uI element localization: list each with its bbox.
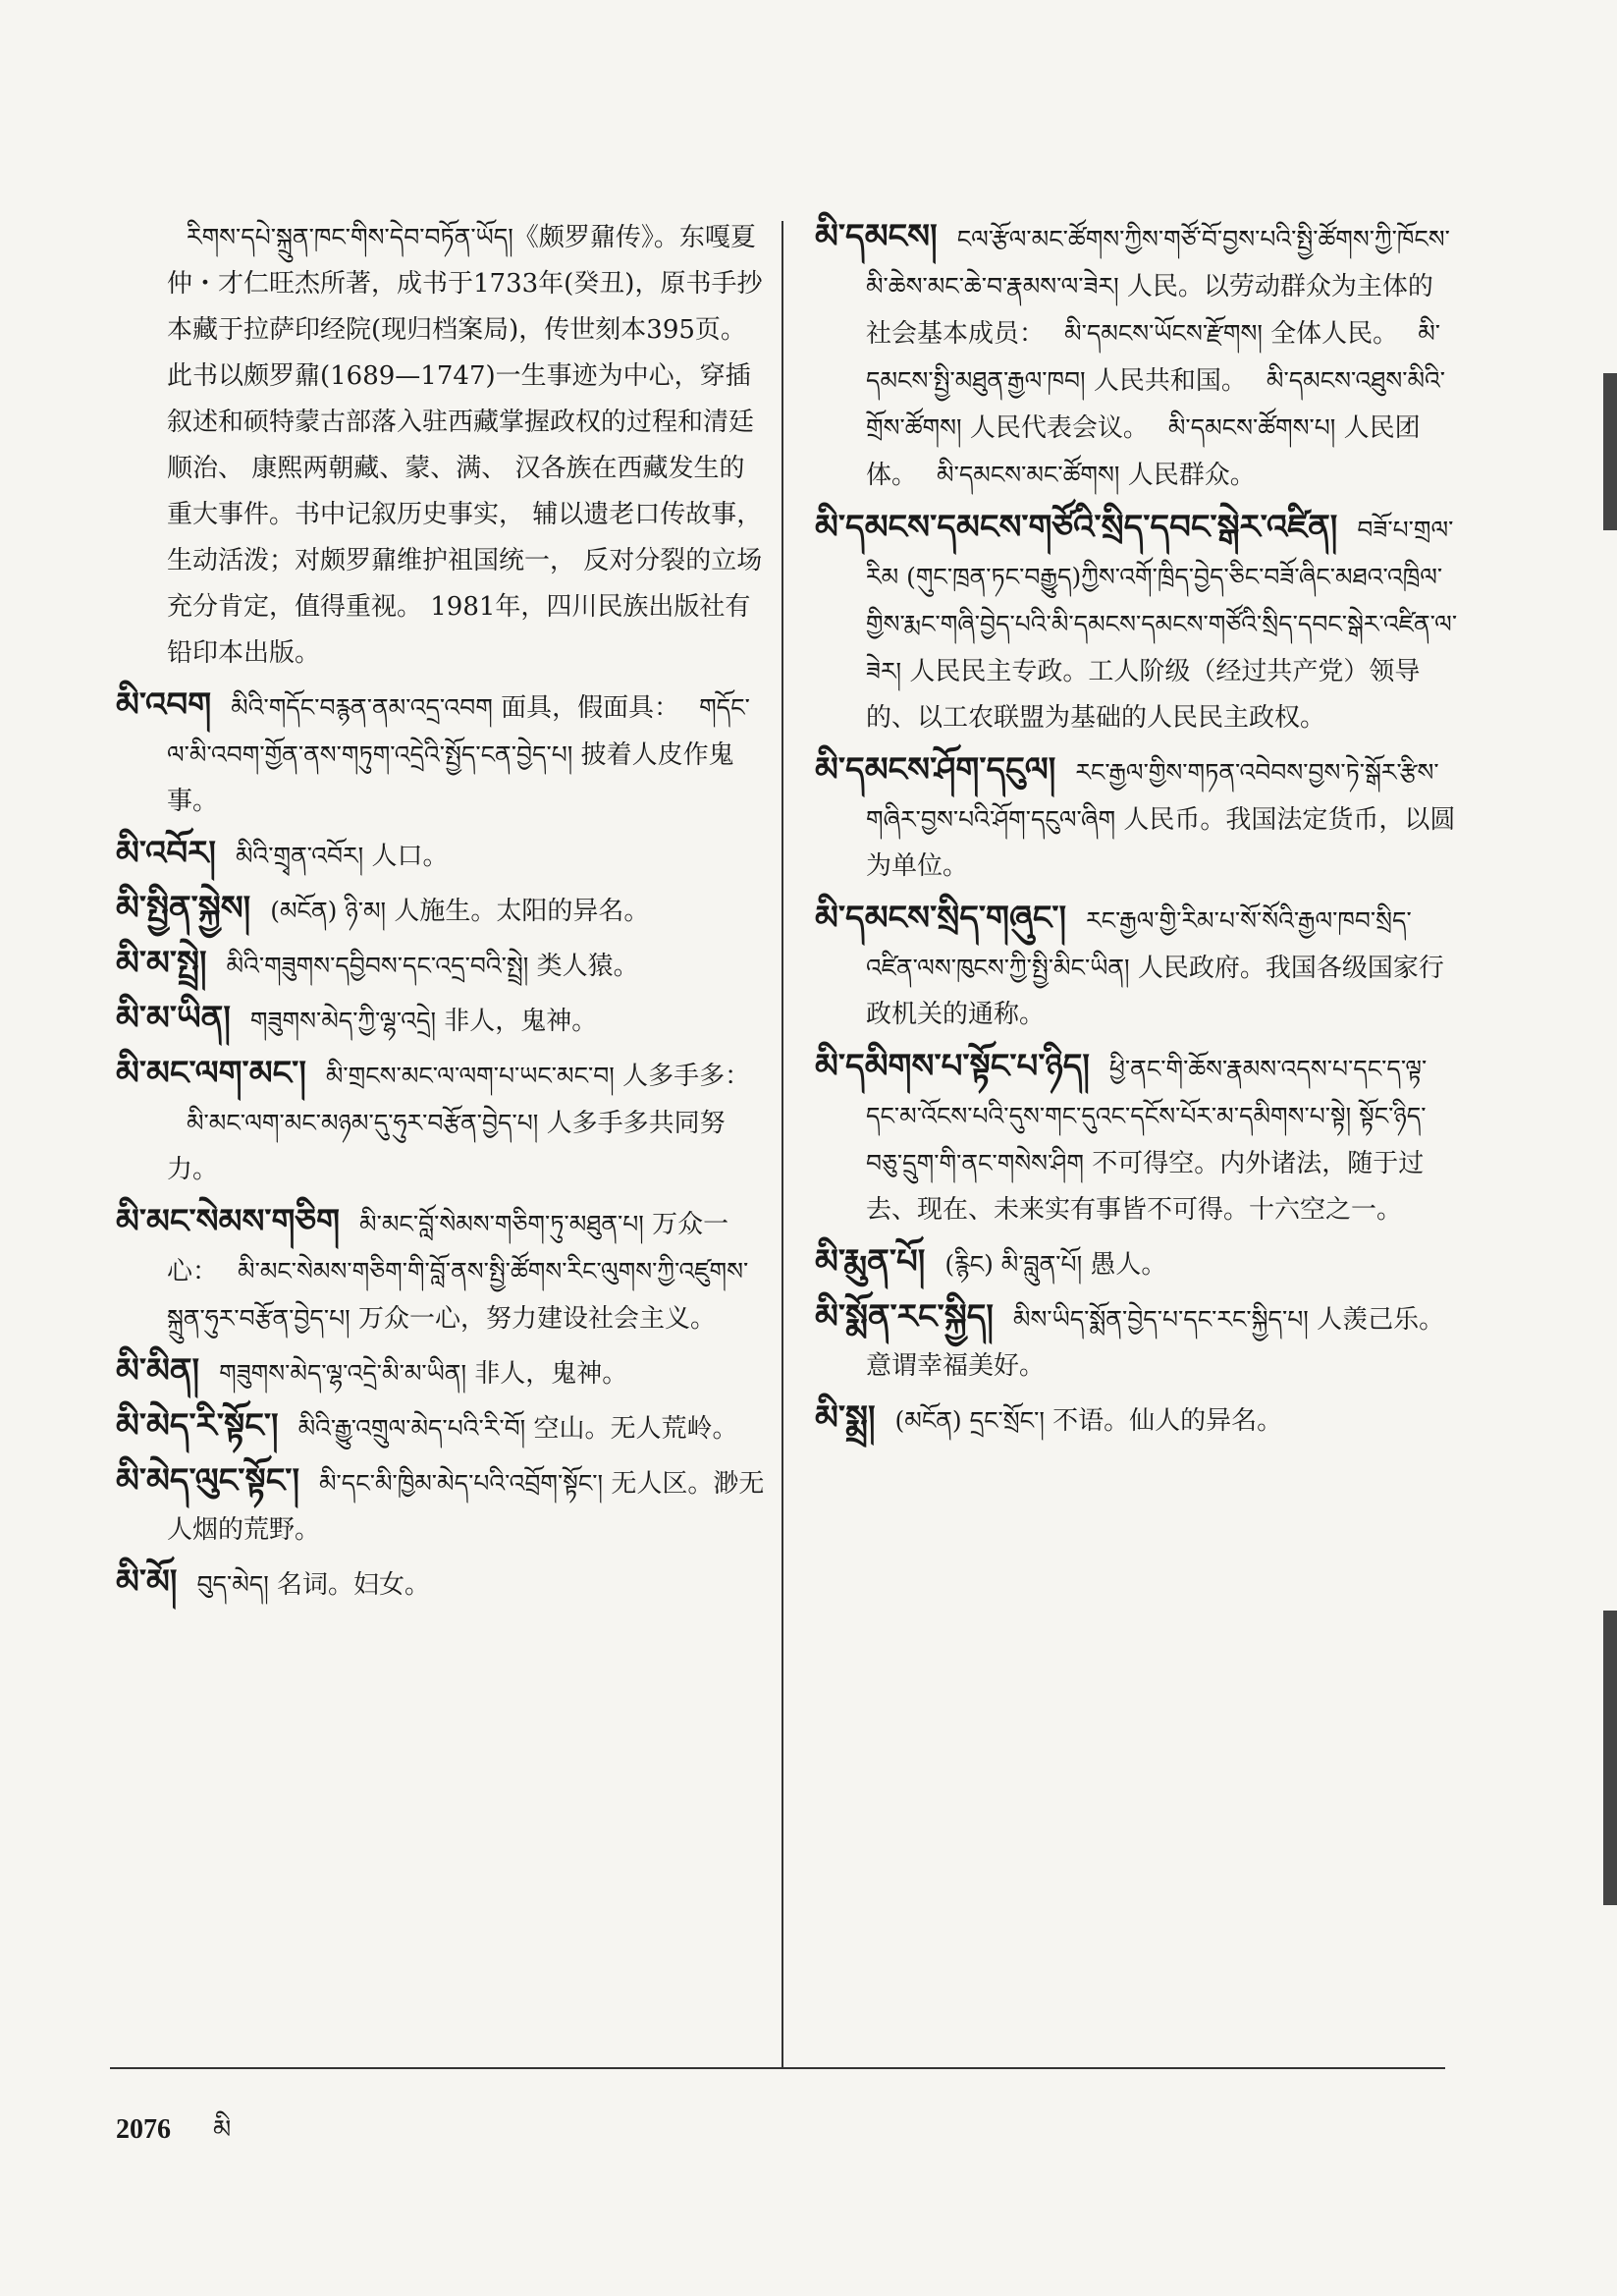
scan-edge-mark <box>1603 1611 1617 1905</box>
tibetan-example: མི་དམངས་ཡོངས་རྫོགས། <box>1064 319 1263 348</box>
column-divider <box>782 221 783 2067</box>
headword: མི་དམངས་དམངས་གཙོའི་སྲིད་དབང་སྒེར་འཛིན། <box>815 508 1338 547</box>
dictionary-entry <box>116 1458 769 1554</box>
tibetan-definition: མིའི་གྲྭན་འབོར། <box>235 842 364 870</box>
chinese-definition: 面具，假面具： <box>501 693 680 723</box>
dictionary-entry <box>116 831 769 880</box>
dictionary-entry <box>815 896 1458 1038</box>
headword: མི་མང་སེམས་གཅིག <box>116 1202 341 1241</box>
chinese-example: 人民团体。 <box>866 413 1421 490</box>
tibetan-definition: མིས་ཡིད་སྨོན་བྱེད་པ་དང་རང་སྐྱིད་པ། <box>1012 1305 1309 1334</box>
headword: མི་དམངས་ཤོག་དངུལ། <box>815 750 1056 790</box>
dictionary-entry <box>116 886 769 935</box>
dictionary-entry <box>116 683 769 825</box>
chinese-example: 全体人民。 <box>1270 319 1399 349</box>
chinese-definition: 人羡己乐。意谓幸福美好。 <box>866 1305 1445 1381</box>
chinese-definition: 无人区。渺无人烟的荒野。 <box>167 1469 765 1545</box>
dictionary-entry <box>116 1559 769 1609</box>
tibetan-definition: མིའི་གཟུགས་དབྱིབས་དང་འདྲ་བའི་སྤྲེ། <box>226 952 529 980</box>
tibetan-definition: (རྙིང) མི་བླུན་པོ། <box>944 1250 1083 1279</box>
tibetan-definition: མི་དང་མི་ཁྱིམ་མེད་པའི་འབྲོག་སྟོང་། <box>319 1469 604 1498</box>
tibetan-definition: (མངོན) ཉི་མ། <box>270 897 387 925</box>
entry-continuation <box>116 214 769 677</box>
dictionary-entry <box>116 1348 769 1397</box>
headword: མི་མིན། <box>116 1351 200 1391</box>
headword: མི་མ་སྤྲེ། <box>116 944 207 983</box>
tibetan-definition: མི་གྲངས་མང་ལ་ལག་པ་ཡང་མང་བ། <box>325 1062 615 1090</box>
chinese-example: 人民群众。 <box>1127 461 1256 490</box>
tibetan-definition: གཟུགས་མེད་ཀྱི་ལྷ་འདྲེ། <box>249 1007 437 1035</box>
chinese-definition: 万众一心： <box>167 1210 729 1286</box>
chinese-definition: 名词。妇女。 <box>277 1570 431 1600</box>
chinese-definition: 人民币。我国法定货币，以圆为单位。 <box>866 805 1456 881</box>
dictionary-entry <box>815 1395 1458 1445</box>
dictionary-entry <box>815 1294 1458 1390</box>
tibetan-example: མི་མང་ལག་མང་མཉམ་དུ་ཧུར་བརྩོན་བྱེད་པ། <box>187 1109 539 1137</box>
chinese-definition: 非人，鬼神。 <box>474 1359 628 1389</box>
tibetan-definition: (མངོན) དྲང་སྲོང་། <box>894 1406 1045 1435</box>
headword: མི་རྨུན་པོ། <box>815 1242 926 1282</box>
headword: མི་སྨོན་རང་སྐྱིད། <box>815 1297 994 1337</box>
chinese-example: 人多手多共同努力。 <box>167 1109 726 1184</box>
chinese-definition: 人民。以劳动群众为主体的社会基本成员： <box>866 272 1433 349</box>
tibetan-definition: བཟོ་པ་གྲལ་རིམ (གུང་ཁྲན་ཏང་བརྒྱུད)ཀྱིས་འགོ་ཁྲིད་བྱེད་ཅིང་བཟོ་ཞིང་མཐའ་འཁྲིལ་གྱིས་རྨང་གཞི་བྱེད་པའི་མི་དམངས་དམངས་གཙོའི་སྲིད་དབང་སྒེར་འཛིན་ལ་ཟེར། <box>866 516 1458 685</box>
chinese-example: 人民共和国。 <box>1093 366 1247 396</box>
headword: མི་འབོར། <box>116 834 216 873</box>
running-head: མི <box>213 2115 232 2144</box>
tibetan-example: མི་དམངས་མང་ཚོགས། <box>937 461 1120 489</box>
page-number: 2076 <box>116 2114 171 2145</box>
headword: མི་མེད་ལུང་སྟོང་། <box>116 1461 299 1501</box>
headword: མི་མ་ཡིན། <box>116 999 231 1038</box>
chinese-definition: 人口。 <box>371 842 449 871</box>
chinese-definition: 类人猿。 <box>536 952 639 981</box>
tibetan-definition: མི་མང་བློ་སེམས་གཅིག་ཏུ་མཐུན་པ། <box>359 1210 644 1238</box>
tibetan-example: མི་དམངས་འཐུས་མིའི་གྲོས་ཚོགས། <box>866 366 1446 442</box>
tibetan-example: གདོང་ལ་མི་འབག་གྱོན་ནས་གཏུག་འདྲེའི་སྤྱོད་ངན་བྱེད་པ། <box>167 693 750 769</box>
headword: མི་མོ། <box>116 1562 178 1602</box>
footer-rule <box>110 2067 1445 2069</box>
dictionary-entry <box>116 1199 769 1342</box>
headword: མི་སྨྲ། <box>815 1398 876 1438</box>
chinese-definition: 人民民主专政。工人阶级（经过共产党）领导的、以工农联盟为基础的人民民主政权。 <box>866 657 1421 733</box>
tibetan-example: མི་དམངས་སྤྱི་མཐུན་རྒྱལ་ཁབ། <box>866 319 1440 395</box>
chinese-definition: 人多手多： <box>622 1062 751 1091</box>
tibetan-definition: རང་རྒྱལ་གྱི་རིམ་པ་སོ་སོའི་རྒྱལ་ཁབ་སྲིད་འཛིན་ལས་ཁུངས་ཀྱི་སྤྱི་མིང་ཡིན། <box>866 906 1412 982</box>
dictionary-entry <box>116 996 769 1045</box>
dictionary-entry <box>815 1239 1458 1288</box>
headword: མི་དམངས་སྲིད་གཞུང་། <box>815 899 1067 938</box>
left-column <box>116 214 769 1614</box>
tibetan-definition: ཕྱི་ནང་གི་ཆོས་རྣམས་འདས་པ་དང་ད་ལྟ་དང་མ་འོངས་པའི་དུས་གང་དུའང་དངོས་པོར་མ་དམིགས་པ་སྟེ། སྟོང་ཉིད་བཅུ་དྲུག་གི་ནང་གསེས་ཤིག <box>866 1055 1428 1177</box>
dictionary-entry <box>116 1051 769 1193</box>
headword: མི་མེད་རི་སྟོང་། <box>116 1406 279 1446</box>
tibetan-definition: གཟུགས་མེད་ལྷ་འདྲེ་མི་མ་ཡིན། <box>219 1359 467 1388</box>
chinese-definition: 空山。无人荒岭。 <box>533 1414 738 1444</box>
tibetan-example: མི་དམངས་ཚོགས་པ། <box>1167 413 1336 442</box>
chinese-text: 《颇罗鼐传》。东嘎夏仲・才仁旺杰所著，成书于1733年(癸丑)，原书手抄本藏于拉萨印经院(现归档案局)，传世刻本395页。此书以颇罗鼐(1689—1747)一生事迹为中心，穿插叙述和硕特蒙古部落入驻西藏掌握政权的过程和清廷顺治、 康熙两朝藏、蒙、满、 汉各族在西藏发生的重大事件。书中记叙历史事实， 辅以遗老口传故事，生动活泼；对颇罗鼐维护祖国统一， 反对分裂的立场充分肯定，值得重视。 1981年，四川民族出版社有铅印本出版。 <box>167 223 763 668</box>
chinese-definition: 人民政府。我国各级国家行政机关的通称。 <box>866 954 1444 1029</box>
right-column <box>815 214 1458 1450</box>
chinese-definition: 不语。仙人的异名。 <box>1052 1406 1283 1436</box>
page-footer <box>116 2102 231 2173</box>
dictionary-entry <box>815 214 1458 499</box>
dictionary-entry <box>815 747 1458 890</box>
tibetan-definition: བུད་མེད། <box>196 1570 269 1599</box>
headword: མི་འབག <box>116 685 212 725</box>
tibetan-example: མི་མང་སེམས་གཅིག་གི་བློ་ནས་སྤྱི་ཚོགས་རིང་ལུགས་ཀྱི་འཛུགས་སྐྲུན་ཧུར་བརྩོན་བྱེད་པ། <box>167 1257 749 1333</box>
tibetan-definition: མིའི་གདོང་བརྙན་ནམ་འདྲ་འབག <box>231 693 493 722</box>
headword: མི་མང་ལག་མང་། <box>116 1054 306 1093</box>
chinese-definition: 非人，鬼神。 <box>444 1007 598 1036</box>
tibetan-text: རིགས་དཔེ་སྐྲུན་ཁང་གིས་དེབ་བཏོན་ཡོད། <box>187 223 513 251</box>
chinese-example: 万众一心，努力建设社会主义。 <box>357 1304 716 1334</box>
chinese-example: 披着人皮作鬼事。 <box>167 740 734 816</box>
chinese-example: 人民代表会议。 <box>969 413 1149 443</box>
headword: མི་སྤྱིན་སྐྱེས། <box>116 889 251 928</box>
chinese-definition: 愚人。 <box>1090 1250 1167 1280</box>
chinese-definition: 不可得空。内外诸法，随于过去、现在、未来实有事皆不可得。十六空之一。 <box>866 1149 1425 1225</box>
chinese-definition: 人施生。太阳的异名。 <box>394 897 650 926</box>
headword: མི་དམིགས་པ་སྟོང་པ་ཉིད། <box>815 1047 1090 1086</box>
dictionary-entry <box>116 941 769 990</box>
tibetan-definition: ངལ་རྩོལ་མང་ཚོགས་ཀྱིས་གཙོ་བོ་བྱས་པའི་སྤྱི་ཚོགས་ཀྱི་ཁོངས་མི་ཆེས་མང་ཆེ་བ་རྣམས་ལ་ཟེར། <box>866 225 1450 301</box>
headword: མི་དམངས། <box>815 217 938 256</box>
tibetan-definition: རང་རྒྱལ་གྱིས་གཏན་འབེབས་བྱས་ཏེ་སྒོར་རྩིས་གཞིར་བྱས་པའི་ཤོག་དངུལ་ཞིག <box>866 758 1439 834</box>
dictionary-entry <box>116 1403 769 1452</box>
dictionary-entry <box>815 1044 1458 1233</box>
scan-edge-mark <box>1603 373 1617 530</box>
dictionary-entry <box>815 505 1458 741</box>
tibetan-definition: མིའི་རྒྱུ་འགྲུལ་མེད་པའི་རི་བོ། <box>297 1414 526 1443</box>
